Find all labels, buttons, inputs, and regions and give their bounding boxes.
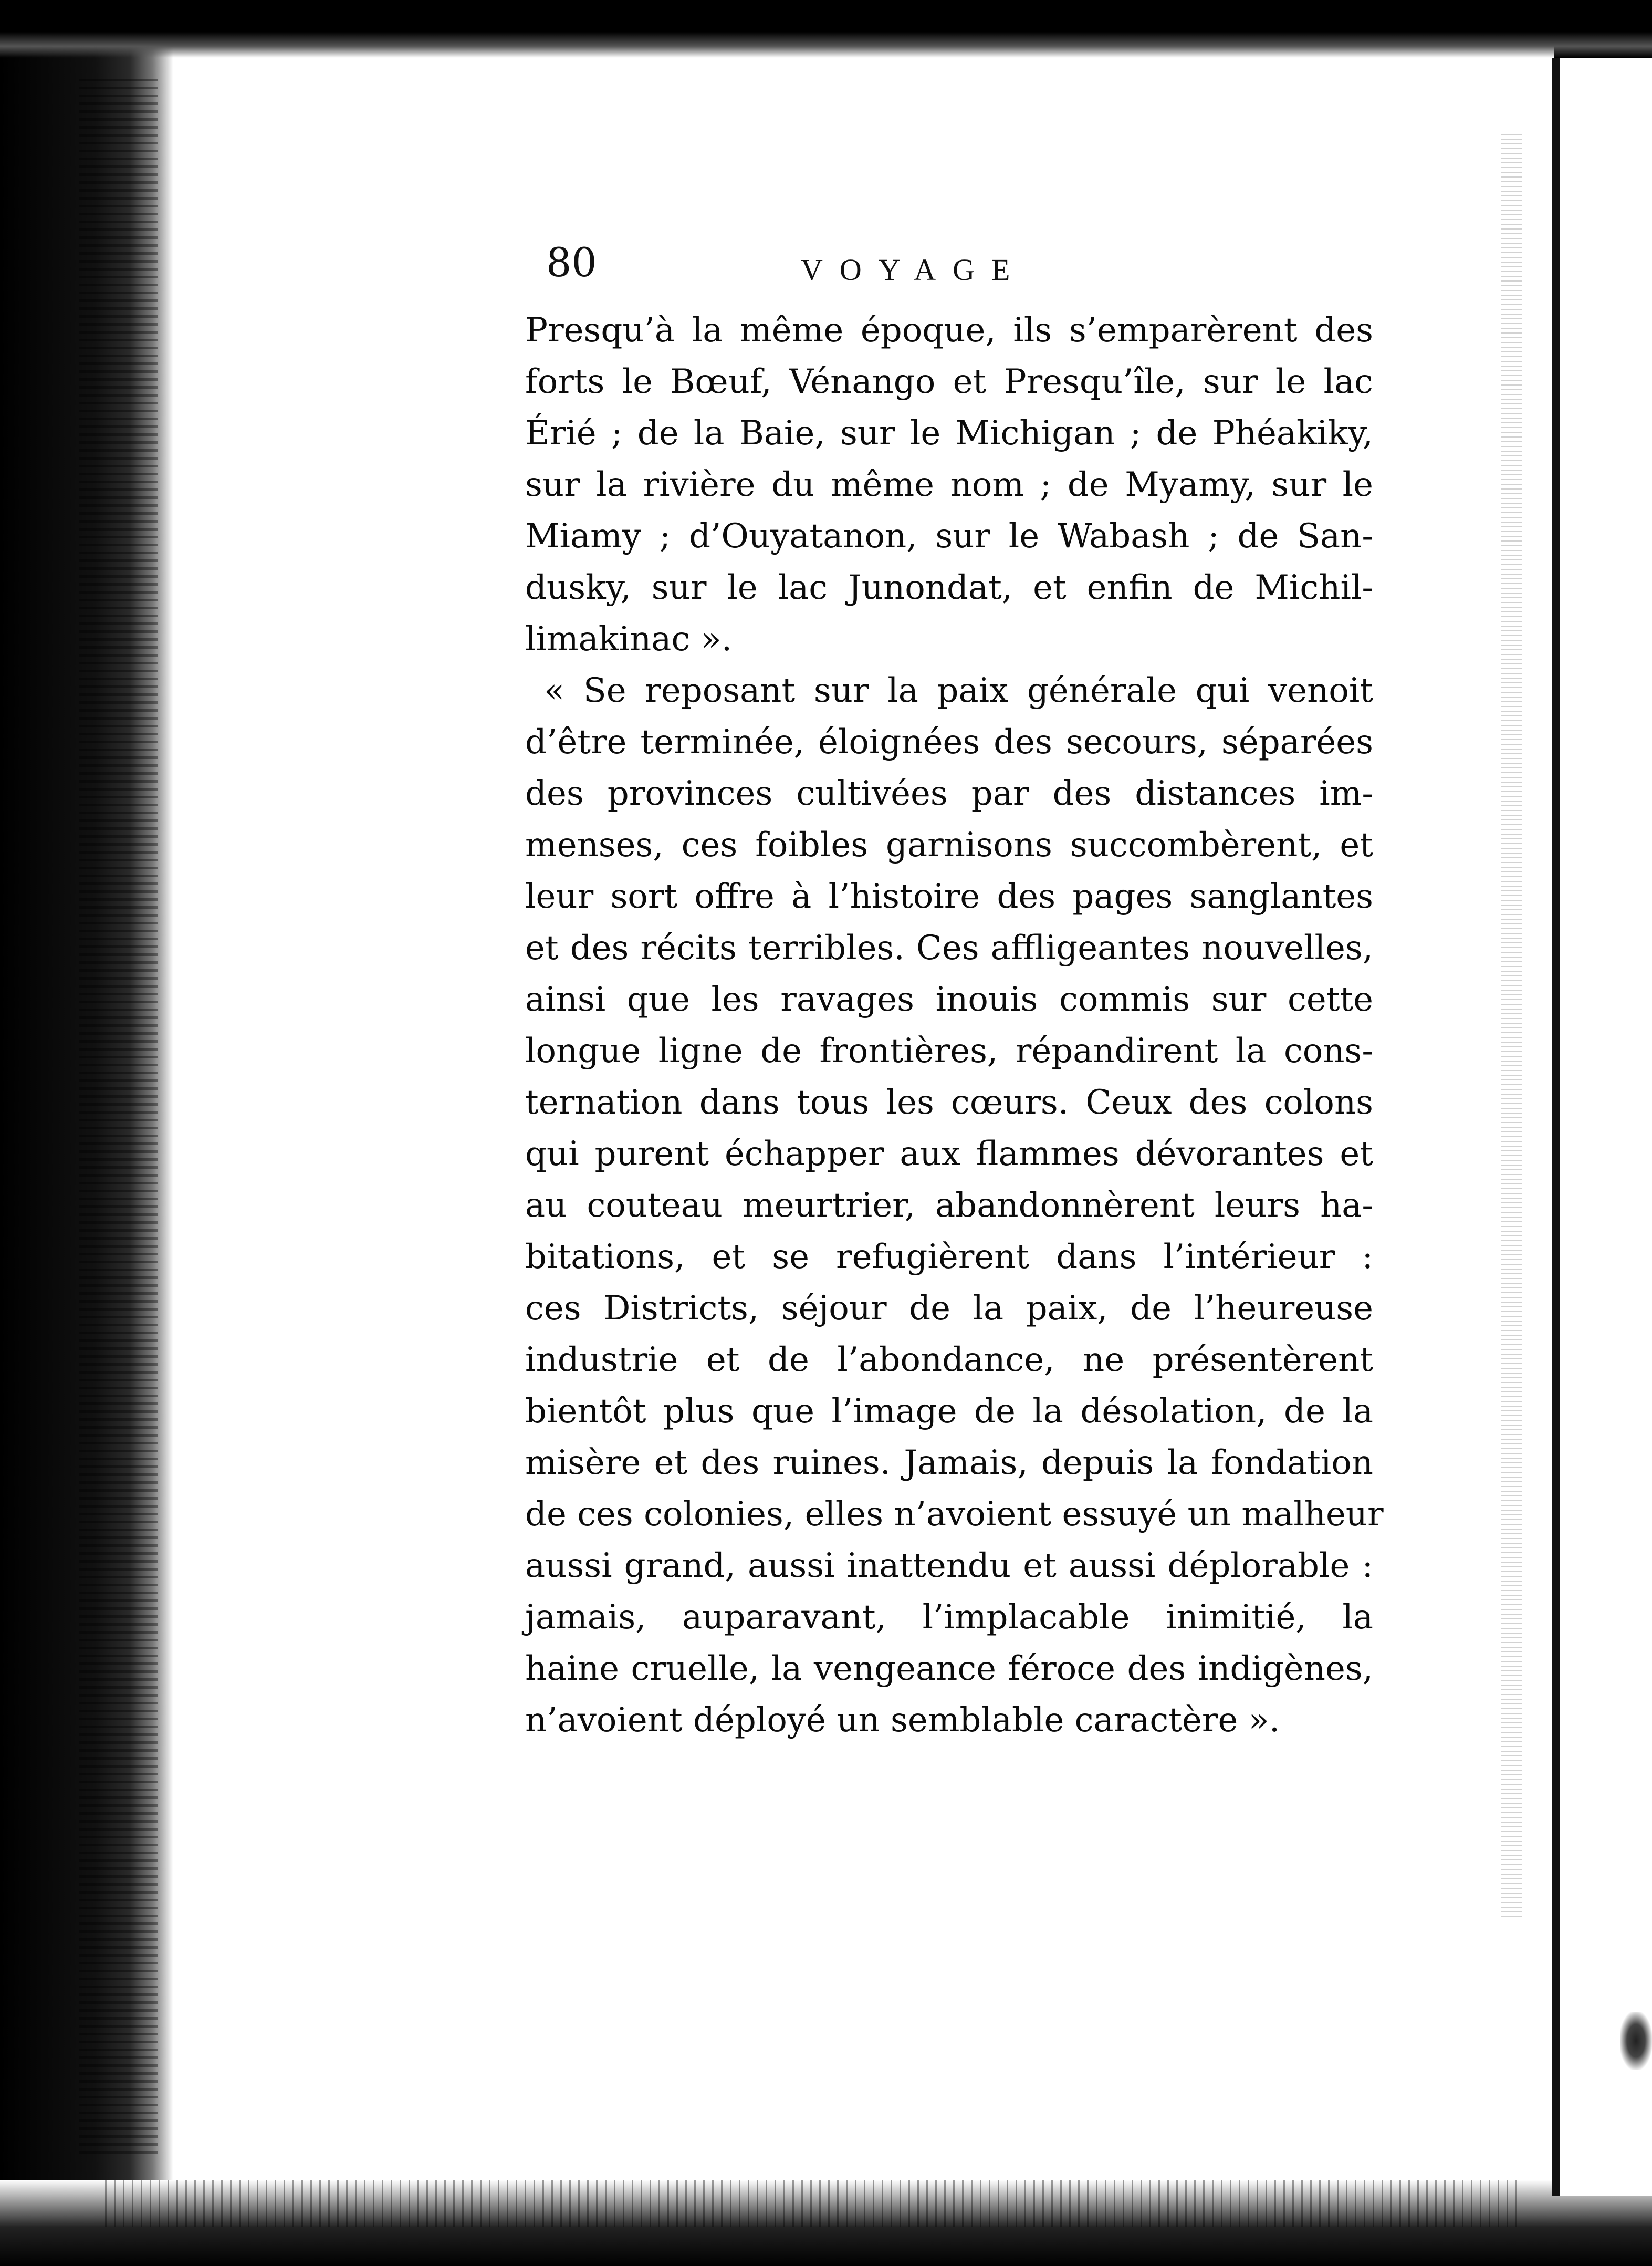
text-line: leur sort offre à l’histoire des pages sanglantes <box>525 877 1373 916</box>
paragraph-2 <box>525 665 1384 1746</box>
text-line: dusky, sur le lac Junondat, et enfin de Michil- <box>525 568 1373 607</box>
text-line: jamais, auparavant, l’implacable inimitié, la <box>525 1598 1373 1637</box>
page-number: 80 <box>546 239 597 286</box>
text-line: qui purent échapper aux flammes dévorantes et <box>525 1135 1373 1173</box>
text-line: aussi grand, aussi inattendu et aussi déplorable : <box>525 1546 1373 1585</box>
facing-page-smudge <box>1620 2012 1652 2070</box>
top-scan-edge <box>0 0 1652 58</box>
text-line: au couteau meurtrier, abandonnèrent leurs ha- <box>525 1186 1373 1225</box>
text-line: sur la rivière du même nom ; de Myamy, sur le <box>525 465 1373 504</box>
text-line: industrie et de l’abondance, ne présentèrent <box>525 1340 1373 1379</box>
text-line: Miamy ; d’Ouyatanon, sur le Wabash ; de San- <box>525 517 1373 556</box>
text-line: et des récits terribles. Ces affligeantes nouvelles, <box>525 929 1373 968</box>
text-line: « Se reposant sur la paix générale qui venoit <box>544 671 1373 710</box>
text-line: de ces colonies, elles n’avoient essuyé un malheur <box>525 1495 1384 1534</box>
text-line: misère et des ruines. Jamais, depuis la fondation <box>525 1443 1373 1482</box>
text-line: forts le Bœuf, Vénango et Presqu’île, sur le lac <box>525 362 1373 401</box>
text-line: Presqu’à la même époque, ils s’emparèrent des <box>525 311 1373 350</box>
binding-edge-texture <box>79 79 158 2154</box>
facing-page-strip <box>1560 58 1652 2196</box>
text-line: d’être terminée, éloignées des secours, séparées <box>525 723 1373 762</box>
running-head: VOYAGE <box>801 253 1027 287</box>
text-line: bitations, et se refugièrent dans l’intérieur : <box>525 1238 1373 1276</box>
text-line: ces Districts, séjour de la paix, de l’heureuse <box>525 1289 1373 1328</box>
body-text <box>525 305 1384 1746</box>
text-line: limakinac ». <box>525 620 733 659</box>
bottom-edge-texture <box>105 2180 1523 2227</box>
text-line: n’avoient déployé un semblable caractère ». <box>525 1701 1280 1740</box>
text-line: bientôt plus que l’image de la désolation, de la <box>525 1392 1373 1431</box>
text-line: menses, ces foibles garnisons succombèrent, et <box>525 826 1373 865</box>
text-line: Érié ; de la Baie, sur le Michigan ; de Phéakiky, <box>525 414 1373 453</box>
text-line: ternation dans tous les cœurs. Ceux des colons <box>525 1083 1373 1122</box>
page-fold-line <box>1552 58 1560 2196</box>
paragraph-1 <box>525 305 1373 665</box>
text-line: des provinces cultivées par des distances im- <box>525 774 1373 813</box>
right-margin-texture <box>1501 131 1522 1917</box>
text-line: ainsi que les ravages inouis commis sur cette <box>525 980 1373 1019</box>
text-line: haine cruelle, la vengeance féroce des indigènes, <box>525 1649 1373 1688</box>
text-line: longue ligne de frontières, répandirent la cons- <box>525 1032 1373 1070</box>
